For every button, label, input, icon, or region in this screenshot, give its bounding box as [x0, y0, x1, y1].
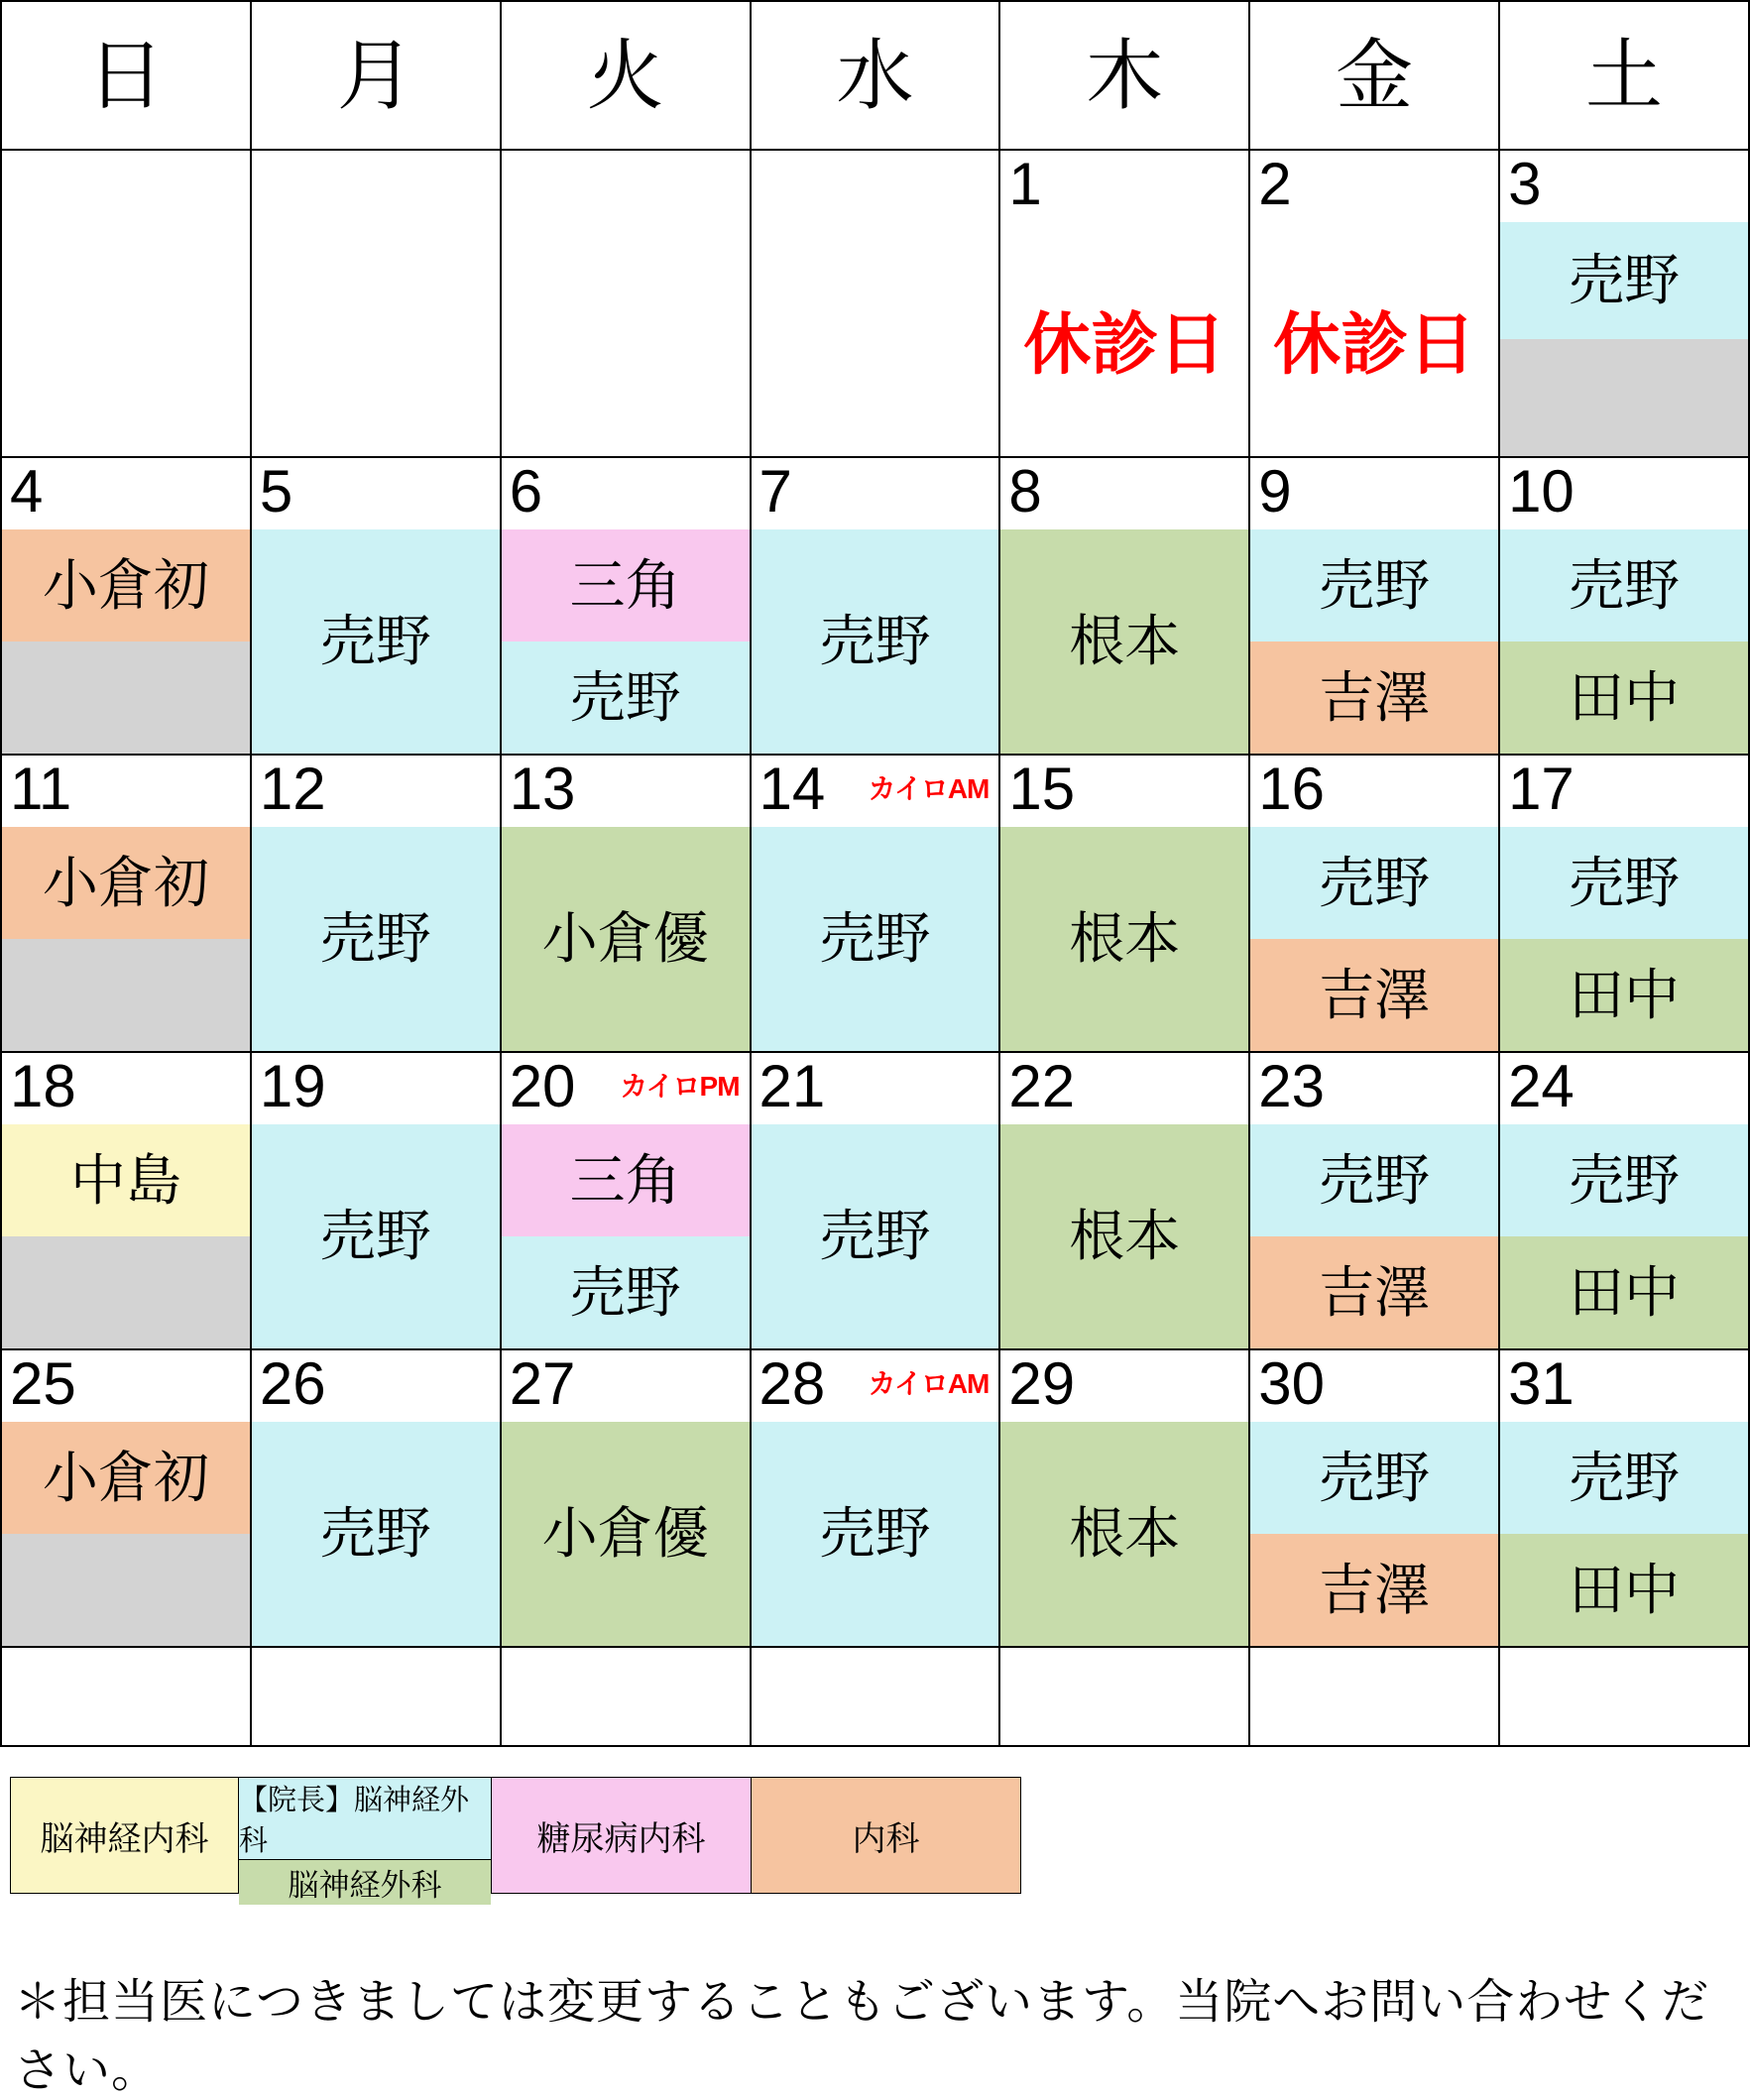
day-slots [752, 1124, 999, 1348]
empty-slot [2, 642, 250, 754]
spacer-cell [1499, 1647, 1749, 1746]
calendar-day-15 [999, 755, 1249, 1052]
day-number [502, 151, 750, 222]
day-number [252, 151, 500, 222]
day-slots [752, 1422, 999, 1646]
day-number: 21 [758, 1053, 826, 1119]
doctor-slot: 売野 [1250, 1124, 1498, 1236]
day-number: 8 [1008, 458, 1042, 525]
calendar-day-4 [1, 457, 251, 755]
legend [10, 1777, 1021, 1903]
calendar-day-21 [751, 1052, 1000, 1349]
day-slots [2, 1124, 250, 1348]
day-number: 1 [1008, 151, 1042, 217]
day-slots [1500, 222, 1748, 456]
kairo-label: カイロAM [868, 1368, 990, 1399]
calendar-day-13 [501, 755, 751, 1052]
calendar-week-row [1, 150, 1749, 457]
spacer-cell [501, 1647, 751, 1746]
calendar-day-23 [1249, 1052, 1499, 1349]
doctor-slot: 売野 [1500, 529, 1748, 642]
day-number [752, 151, 999, 222]
weekday-header-thu: 木 [999, 1, 1249, 150]
day-number: 27 [509, 1350, 576, 1417]
calendar-day-10 [1499, 457, 1749, 755]
day-number: 17 [1508, 756, 1575, 822]
doctor-slot: 小倉初 [2, 1422, 250, 1534]
day-number: 18 [10, 1053, 76, 1119]
day-number: 14 [758, 756, 826, 822]
day-number: 16 [1258, 756, 1325, 822]
doctor-slot: 三角 [502, 1124, 750, 1236]
day-slots [1250, 1124, 1498, 1348]
calendar-day-24 [1499, 1052, 1749, 1349]
empty-slot [2, 939, 250, 1051]
day-slots [502, 827, 750, 1051]
day-number: 4 [10, 458, 44, 525]
doctor-slot: 売野 [1500, 827, 1748, 939]
doctor-slot: 根本 [1000, 827, 1248, 1051]
calendar-day-2 [1249, 150, 1499, 457]
calendar-week-row [1, 1349, 1749, 1647]
calendar-day-7 [751, 457, 1000, 755]
day-slots [1000, 1124, 1248, 1348]
calendar-day-19 [251, 1052, 501, 1349]
calendar-day-1 [999, 150, 1249, 457]
calendar-day-17 [1499, 755, 1749, 1052]
calendar-week-row [1, 1052, 1749, 1349]
weekday-header-tue: 火 [501, 1, 751, 150]
day-number: 22 [1008, 1053, 1076, 1119]
calendar-day-30 [1249, 1349, 1499, 1647]
calendar-day-25 [1, 1349, 251, 1647]
calendar-day-31 [1499, 1349, 1749, 1647]
calendar-day-empty [251, 150, 501, 457]
day-number: 26 [259, 1350, 326, 1417]
footnote: ＊担当医につきましては変更することもございます。当院へお問い合わせください。 [14, 1976, 1710, 2097]
doctor-slot: 売野 [752, 1124, 999, 1348]
day-number [2, 151, 250, 222]
day-slots [252, 529, 500, 754]
day-slots [1500, 529, 1748, 754]
doctor-slot: 吉澤 [1250, 1534, 1498, 1646]
day-slots [1000, 827, 1248, 1051]
calendar-day-5 [251, 457, 501, 755]
calendar-day-3 [1499, 150, 1749, 457]
closed-day-label: 休診日 [1250, 222, 1498, 456]
empty-slot [2, 1534, 250, 1646]
spacer-cell [999, 1647, 1249, 1746]
calendar-day-18 [1, 1052, 251, 1349]
day-slots [502, 529, 750, 754]
calendar-day-12 [251, 755, 501, 1052]
legend-neuro-internal: 脳神経内科 [11, 1778, 239, 1893]
calendar-week-row [1, 457, 1749, 755]
doctor-slot: 根本 [1000, 529, 1248, 754]
weekday-header-wed: 水 [751, 1, 1000, 150]
doctor-slot: 田中 [1500, 1534, 1748, 1646]
doctor-slot: 売野 [252, 827, 500, 1051]
calendar-day-empty [501, 150, 751, 457]
day-slots [1000, 1422, 1248, 1646]
empty-slot [1500, 339, 1748, 456]
legend-internal: 内科 [752, 1778, 1020, 1893]
day-number: 11 [10, 756, 72, 822]
day-number: 5 [259, 458, 293, 525]
doctor-slot: 売野 [502, 642, 750, 754]
day-number: 29 [1008, 1350, 1076, 1417]
doctor-slot: 売野 [1500, 1422, 1748, 1534]
day-number: 24 [1508, 1053, 1575, 1119]
weekday-header-sun: 日 [1, 1, 251, 150]
calendar-day-empty [1, 150, 251, 457]
day-number: 10 [1508, 458, 1575, 525]
doctor-slot: 売野 [752, 529, 999, 754]
calendar-day-20 [501, 1052, 751, 1349]
day-number: 20 [509, 1053, 576, 1119]
doctor-slot: 売野 [252, 1124, 500, 1348]
calendar-day-9 [1249, 457, 1499, 755]
day-number: 31 [1508, 1350, 1575, 1417]
day-slots [502, 1124, 750, 1348]
doctor-slot: 小倉初 [2, 827, 250, 939]
calendar-day-28 [751, 1349, 1000, 1647]
legend-neurosurgery: 脳神経外科 [239, 1860, 491, 1905]
calendar-day-8 [999, 457, 1249, 755]
doctor-slot: 田中 [1500, 1236, 1748, 1348]
doctor-slot: 吉澤 [1250, 1236, 1498, 1348]
kairo-label: カイロAM [868, 773, 990, 804]
spacer-cell [1, 1647, 251, 1746]
doctor-slot: 田中 [1500, 939, 1748, 1051]
calendar-day-22 [999, 1052, 1249, 1349]
day-number: 12 [259, 756, 326, 822]
day-slots [252, 1422, 500, 1646]
doctor-slot: 売野 [252, 1422, 500, 1646]
day-slots [252, 1124, 500, 1348]
doctor-slot: 売野 [1500, 1124, 1748, 1236]
day-slots [2, 529, 250, 754]
calendar-week-row [1, 755, 1749, 1052]
doctor-slot: 小倉優 [502, 827, 750, 1051]
calendar-day-11 [1, 755, 251, 1052]
day-number: 9 [1258, 458, 1292, 525]
doctor-slot: 売野 [752, 1422, 999, 1646]
day-slots [1250, 529, 1498, 754]
day-number: 13 [509, 756, 576, 822]
day-slots [1500, 1422, 1748, 1646]
doctor-slot: 売野 [1500, 222, 1748, 339]
doctor-slot: 小倉初 [2, 529, 250, 642]
day-slots [2, 1422, 250, 1646]
spacer-cell [251, 1647, 501, 1746]
doctor-slot: 田中 [1500, 642, 1748, 754]
empty-slot [2, 1236, 250, 1348]
day-slots [752, 827, 999, 1051]
day-number: 30 [1258, 1350, 1325, 1417]
spacer-cell [1249, 1647, 1499, 1746]
calendar-day-16 [1249, 755, 1499, 1052]
kairo-label: カイロPM [620, 1071, 740, 1102]
day-number: 25 [10, 1350, 76, 1417]
day-slots [1000, 529, 1248, 754]
doctor-slot: 売野 [502, 1236, 750, 1348]
calendar-day-14 [751, 755, 1000, 1052]
weekday-header-row [1, 1, 1749, 150]
calendar-day-26 [251, 1349, 501, 1647]
day-number: 2 [1258, 151, 1292, 217]
doctor-slot: 根本 [1000, 1422, 1248, 1646]
day-number: 28 [758, 1350, 826, 1417]
doctor-slot: 吉澤 [1250, 939, 1498, 1051]
doctor-slot: 売野 [1250, 1422, 1498, 1534]
day-slots [1500, 1124, 1748, 1348]
calendar-day-29 [999, 1349, 1249, 1647]
calendar-body [1, 150, 1749, 1746]
day-slots [252, 827, 500, 1051]
day-number: 15 [1008, 756, 1076, 822]
day-number: 6 [509, 458, 543, 525]
doctor-slot: 売野 [252, 529, 500, 754]
day-number: 23 [1258, 1053, 1325, 1119]
day-slots [502, 1422, 750, 1646]
doctor-slot: 根本 [1000, 1124, 1248, 1348]
day-number: 3 [1508, 151, 1542, 217]
day-slots [1250, 827, 1498, 1051]
day-slots [752, 529, 999, 754]
doctor-slot: 中島 [2, 1124, 250, 1236]
weekday-header-fri: 金 [1249, 1, 1499, 150]
doctor-slot: 売野 [752, 827, 999, 1051]
closed-day-label: 休診日 [1000, 222, 1248, 456]
weekday-header-sat: 土 [1499, 1, 1749, 150]
day-slots [1500, 827, 1748, 1051]
calendar-day-27 [501, 1349, 751, 1647]
calendar-day-6 [501, 457, 751, 755]
day-number: 19 [259, 1053, 326, 1119]
calendar-spacer-row [1, 1647, 1749, 1746]
day-number: 7 [758, 458, 792, 525]
legend-diabetes-internal: 糖尿病内科 [492, 1778, 752, 1893]
doctor-slot: 売野 [1250, 529, 1498, 642]
day-slots [2, 827, 250, 1051]
doctor-slot: 売野 [1250, 827, 1498, 939]
spacer-cell [751, 1647, 1000, 1746]
doctor-slot: 小倉優 [502, 1422, 750, 1646]
doctor-slot: 三角 [502, 529, 750, 642]
day-slots [1250, 1422, 1498, 1646]
weekday-header-mon: 月 [251, 1, 501, 150]
calendar-day-empty [751, 150, 1000, 457]
legend-director-neurosurgery: 【院長】脳神経外科 [239, 1778, 491, 1860]
doctor-slot: 吉澤 [1250, 642, 1498, 754]
